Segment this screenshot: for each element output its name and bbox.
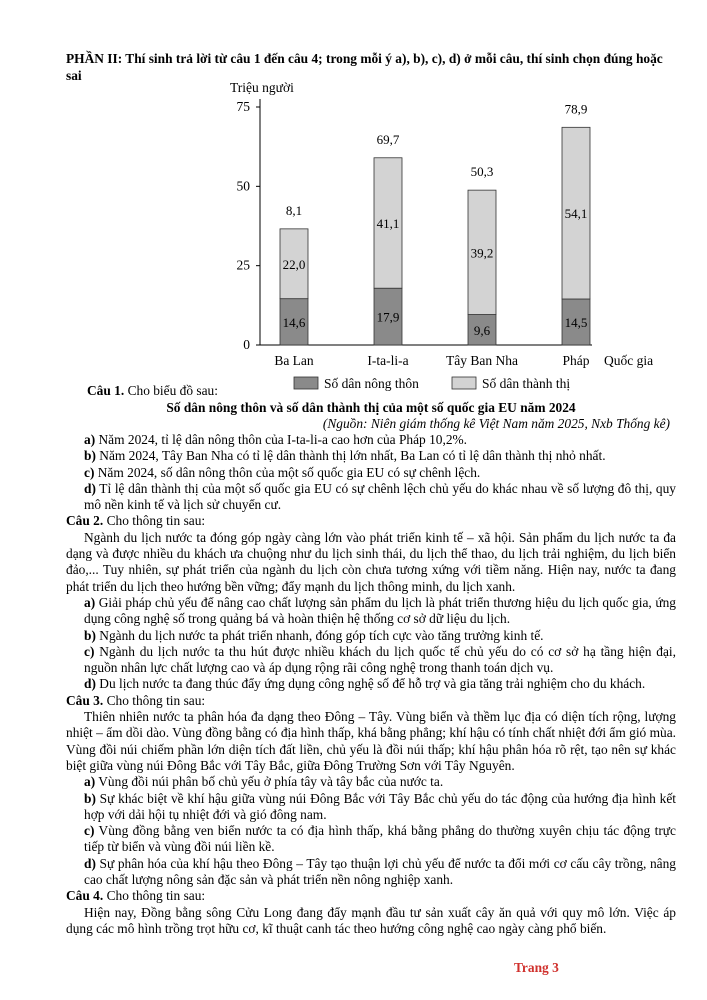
page-label: Trang (514, 960, 549, 975)
legend-label-rural: Số dân nông thôn (324, 376, 419, 391)
data-label-rural: 14,6 (282, 314, 306, 330)
x-tick-label: Tây Ban Nha (446, 353, 518, 368)
option-key: a) (84, 432, 96, 447)
question-intro: Cho thông tin sau: (103, 513, 206, 529)
data-label-urban: 22,0 (282, 256, 306, 272)
data-label-rural: 14,5 (564, 314, 588, 330)
questions-body (66, 432, 676, 937)
q1-option-d (66, 481, 676, 514)
option-text: Ngành du lịch nước ta thu hút được nhiều khách du lịch quốc tế chủ yếu do có cơ sở hạ tầng hiện đại, nguồn nhân lực chất lượng cao và áp dụng rộng rãi công nghệ trong thanh toán dịch vụ. (84, 643, 676, 676)
legend-swatch-urban (452, 377, 476, 389)
chart-source: (Nguồn: Niên giám thống kê Việt Nam năm 2025, Nxb Thống kê) (322, 416, 670, 431)
option-text: Du lịch nước ta đang thúc đẩy ứng dụng công nghệ số để hỗ trợ và gia tăng trải nghiệm cho du khách. (95, 676, 646, 692)
page-number: 3 (552, 960, 559, 975)
option-key: d) (84, 855, 96, 871)
option-text: Tỉ lệ dân thành thị của một số quốc gia EU có sự chênh lệch chủ yếu do khác nhau về số lượng đô thị, quy mô nền kinh tế và lịch sử chuyển cư. (84, 480, 676, 513)
chart-title: Số dân nông thôn và số dân thành thị của một số quốc gia EU năm 2024 (166, 400, 576, 415)
x-tick-label: I-ta-li-a (367, 353, 409, 368)
q1-option-b (66, 448, 676, 464)
question-intro: Cho biểu đồ sau: (124, 383, 218, 398)
option-text: Năm 2024, tỉ lệ dân nông thôn của I-ta-li-a cao hơn của Pháp 10,2%. (95, 432, 468, 447)
question-label: Câu 3. (66, 692, 104, 708)
option-key: a) (84, 774, 96, 790)
question-2-heading (66, 513, 676, 529)
data-label-total: 69,7 (376, 131, 400, 147)
question-2-passage: Ngành du lịch nước ta đóng góp ngày càng lớn vào phát triển kinh tế – xã hội. Sản phẩm du lịch nước ta đa dạng và được nhiều du khách ưa chuộng như du lịch sinh thái, du lịch thể thao, du lịch trải nghiệm, du lịch biển đảo,... Tuy nhiên, sự phát triển của ngành du lịch còn chưa tương xứng với tiềm năng. Hiện nay, nước ta đang phát triển du lịch theo hướng bền vững; đẩy mạnh du lịch thông minh, du lịch xanh. (66, 529, 676, 594)
option-key: b) (84, 448, 96, 464)
stacked-bar-chart (212, 80, 682, 398)
data-label-rural: 17,9 (376, 309, 400, 325)
legend-label-urban: Số dân thành thị (482, 376, 571, 391)
option-text: Ngành du lịch nước ta phát triển nhanh, đóng góp tích cực vào tăng trưởng kinh tế. (95, 627, 544, 643)
data-label-rural: 9,6 (473, 322, 491, 338)
q2-option-a (66, 595, 676, 628)
option-text: Giải pháp chủ yếu để nâng cao chất lượng sản phẩm du lịch là phát triển thương hiệu du lịch quốc gia, ứng dụng công nghệ số trong quảng bá và hoàn thiện hệ thống cơ sở dữ liệu du lịch. (84, 594, 676, 627)
option-key: b) (84, 627, 96, 643)
y-tick-label: 25 (236, 257, 250, 273)
page-footer (514, 960, 559, 976)
data-label-urban: 54,1 (564, 206, 588, 222)
option-key: a) (84, 594, 96, 610)
option-key: c) (84, 464, 95, 480)
question-1-heading (87, 383, 218, 399)
option-text: Vùng đồi núi phân bố chủ yếu ở phía tây và tây bắc của nước ta. (95, 774, 444, 790)
question-label: Câu 4. (66, 888, 104, 904)
question-4-passage: Hiện nay, Đồng bằng sông Cửu Long đang đẩy mạnh đầu tư sản xuất cây ăn quả với quy mô lớn. Việc áp dụng các mô hình trồng trọt hữu cơ, kĩ thuật canh tác theo hướng công nghệ cao ngày càng phổ biến. (66, 904, 676, 936)
q3-option-a (66, 774, 676, 790)
q2-option-b (66, 628, 676, 644)
question-3-heading (66, 693, 676, 709)
y-tick-label: 0 (243, 337, 250, 352)
x-tick-label: Pháp (562, 353, 590, 368)
q3-option-d (66, 856, 676, 889)
y-tick-label: 50 (236, 178, 250, 194)
question-intro: Cho thông tin sau: (103, 692, 206, 708)
q2-option-c (66, 644, 676, 677)
option-key: b) (84, 790, 96, 806)
data-label-total: 78,9 (564, 101, 588, 117)
q3-option-c (66, 823, 676, 856)
legend-swatch-rural (294, 377, 318, 389)
option-text: Năm 2024, Tây Ban Nha có tỉ lệ dân thành thị lớn nhất, Ba Lan có tỉ lệ dân thành thị nhỏ nhất. (95, 448, 606, 464)
q2-option-d (66, 676, 676, 692)
question-label: Câu 1. (87, 383, 125, 398)
x-tick-label: Ba Lan (274, 353, 314, 368)
option-key: c) (84, 643, 95, 659)
option-text: Năm 2024, số dân nông thôn của một số quốc gia EU có sự chênh lệch. (94, 464, 481, 480)
x-axis-label: Quốc gia (604, 353, 654, 368)
y-axis-label: Triệu người (230, 80, 294, 95)
section-header: PHẦN II: Thí sinh trả lời từ câu 1 đến câu 4; trong mỗi ý a), b), c), d) ở mỗi câu, thí sinh chọn đúng hoặc sai (66, 51, 663, 83)
question-4-heading (66, 888, 676, 904)
option-text: Sự khác biệt về khí hậu giữa vùng núi Đông Bắc với Tây Bắc chủ yếu do tác động của hướng địa hình kết hợp với dải hội tụ nhiệt đới và gió đông nam. (84, 790, 676, 822)
option-key: c) (84, 823, 95, 839)
option-key: d) (84, 480, 96, 496)
data-label-total: 8,1 (285, 202, 303, 218)
y-tick-label: 75 (236, 99, 250, 114)
data-label-total: 50,3 (470, 164, 494, 180)
q1-option-a (66, 432, 676, 448)
option-key: d) (84, 676, 96, 692)
data-label-urban: 41,1 (376, 215, 400, 231)
question-3-passage: Thiên nhiên nước ta phân hóa đa dạng theo Đông – Tây. Vùng biển và thềm lục địa có diện tích rộng, lượng nhiệt – ẩm dồi dào. Vùng đồng bằng có địa hình thấp, khá bằng phẳng; khí hậu có tính chất nhiệt đới ẩm gió mùa. Vùng đồi núi chiếm phần lớn diện tích đất liền, chủ yếu là đồi núi thấp; khí hậu phân hóa rõ rệt, tạo nên sự khác biệt giữa vùng núi Đông Bắc với Tây Bắc, giữa Đông Trường Sơn với Tây Nguyên. (66, 709, 676, 773)
option-text: Sự phân hóa của khí hậu theo Đông – Tây tạo thuận lợi chủ yếu để nước ta đổi mới cơ cấu cây trồng, nâng cao chất lượng nông sản đặc sản và phát triển nền nông nghiệp xanh. (84, 855, 676, 888)
question-intro: Cho thông tin sau: (103, 888, 206, 904)
data-label-urban: 39,2 (470, 245, 494, 261)
option-text: Vùng đồng bằng ven biển nước ta có địa hình thấp, khá bằng phẳng do thường xuyên chịu tác động trực tiếp từ biển và vùng đồi núi liền kề. (84, 823, 676, 855)
q3-option-b (66, 791, 676, 824)
q1-option-c (66, 465, 676, 481)
question-label: Câu 2. (66, 513, 104, 529)
